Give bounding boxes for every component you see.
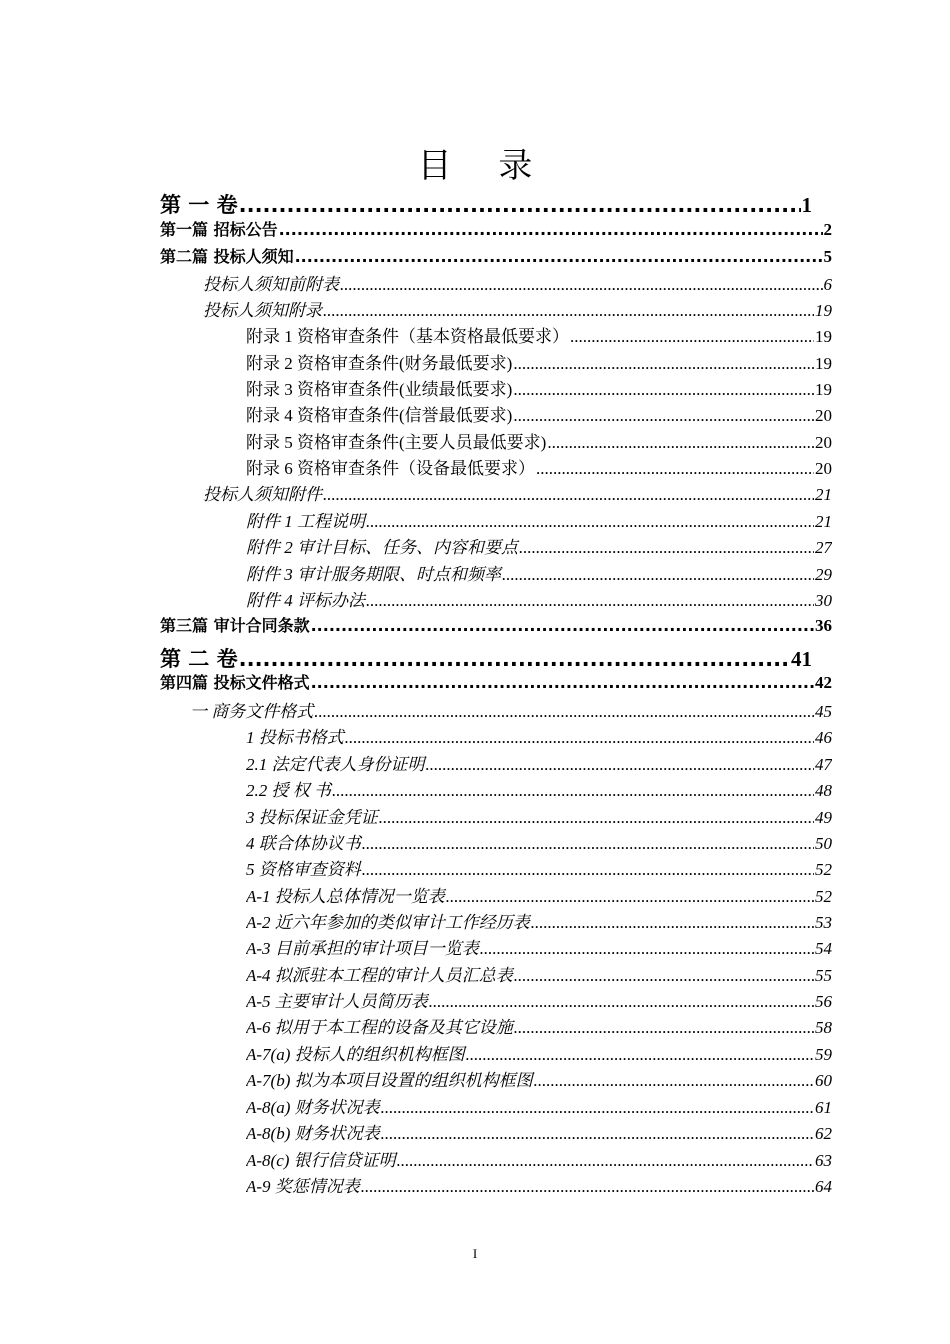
toc-dot-leader [366,512,814,532]
toc-entry-title: 附件 4 评标办法 [246,591,365,610]
toc-entry-title: A-2 近六年参加的类似审计工作经历表 [246,913,530,932]
toc-dot-leader [381,1098,814,1118]
toc-entry-page: 47 [815,755,832,774]
toc-entry-page: 48 [815,781,832,800]
toc-entry-title: 附件 1 工程说明 [246,512,365,531]
toc-entry-title: 投标人须知附件 [203,485,322,504]
toc-entry-title: 3 投标保证金凭证 [246,808,378,827]
toc-entry-page: 50 [815,834,832,853]
toc-dot-leader [361,1177,814,1197]
toc-entry[interactable] [203,480,832,505]
toc-dot-leader [480,939,814,959]
toc-entry-page: 30 [815,591,832,610]
toc-entry-title: A-8(a) 财务状况表 [246,1098,380,1117]
toc-dot-leader [446,887,814,907]
toc-entry-title: 第 一 卷 [160,193,238,217]
page-title: 目 录 [417,146,551,186]
toc-dot-leader [311,616,814,635]
toc-entry-page: 1 [801,193,812,217]
toc-entry-page: 20 [815,459,832,478]
toc-dot-leader [531,913,814,933]
toc-dot-leader [323,485,814,505]
toc-entry[interactable] [246,1066,832,1091]
toc-entry-page: 19 [815,301,832,320]
toc-entry-page: 21 [815,512,832,531]
toc-entry-title: 投标人须知附录 [203,301,322,320]
toc-entry-title: 附录 6 资格审查条件（设备最低要求） [246,459,535,478]
toc-entry-title: A-8(b) 财务状况表 [246,1124,380,1143]
toc-entry-page: 19 [815,327,832,346]
toc-dot-leader [513,380,814,400]
toc-dot-leader [547,433,814,453]
toc-dot-leader [519,538,814,558]
toc-entry[interactable] [246,1040,832,1065]
toc-dot-leader [513,406,814,426]
toc-entry-page: 19 [815,354,832,373]
toc-dot-leader [366,591,814,611]
toc-entry-title: 第二篇 投标人须知 [160,247,294,266]
toc-dot-leader [534,1071,814,1091]
toc-entry-page: 62 [815,1124,832,1143]
toc-entry-title: A-9 奖惩情况表 [246,1177,360,1196]
toc-entry-page: 53 [815,913,832,932]
toc-entry[interactable] [246,1146,832,1171]
toc-entry[interactable] [246,560,832,585]
toc-entry[interactable] [246,750,832,775]
toc-dot-leader [239,647,790,671]
toc-dot-leader [295,247,823,266]
toc-dot-leader [570,327,814,347]
toc-entry-title: 投标人须知前附表 [203,275,339,294]
page-number-footer: I [472,1246,478,1261]
toc-entry[interactable] [246,961,832,986]
toc-entry-page: 52 [815,860,832,879]
toc-entry-title: A-7(a) 投标人的组织机构框图 [246,1045,465,1064]
toc-dot-leader [379,808,814,828]
toc-entry-title: 5 资格审查资料 [246,860,361,879]
toc-entry[interactable] [160,189,812,219]
toc-dot-leader [332,781,814,801]
toc-entry-title: 附件 3 审计服务期限、时点和频率 [246,565,501,584]
toc-entry[interactable] [246,1172,832,1197]
toc-entry[interactable] [246,1093,832,1118]
toc-entry[interactable] [246,803,832,828]
toc-entry-title: 第四篇 投标文件格式 [160,673,310,692]
toc-entry[interactable] [246,829,832,854]
toc-dot-leader [426,755,815,775]
toc-entry[interactable] [246,349,832,374]
toc-entry[interactable] [160,643,812,673]
toc-entry[interactable] [246,855,832,880]
toc-entry-page: 2 [823,220,832,239]
toc-entry-page: 49 [815,808,832,827]
toc-dot-leader [397,1151,814,1171]
toc-entry-page: 27 [815,538,832,557]
toc-dot-leader [239,193,801,217]
toc-entry-page: 41 [791,647,812,671]
toc-entry[interactable] [246,322,832,347]
toc-dot-leader [311,673,814,692]
toc-dot-leader [429,992,814,1012]
toc-dot-leader [362,834,814,854]
toc-entry-title: A-6 拟用于本工程的设备及其它设施 [246,1018,513,1037]
toc-entry[interactable] [246,934,832,959]
toc-entry-page: 19 [815,380,832,399]
toc-entry-title: 2.2 授 权 书 [246,781,331,800]
toc-entry-page: 5 [823,247,832,266]
toc-entry-page: 63 [815,1151,832,1170]
toc-entry[interactable] [246,723,832,748]
toc-entry-title: 4 联合体协议书 [246,834,361,853]
toc-entry-page: 29 [815,565,832,584]
toc-entry[interactable] [203,270,832,295]
toc-entry[interactable] [190,697,832,722]
toc-entry[interactable] [160,244,832,267]
toc-entry[interactable] [160,613,832,636]
toc-entry-page: 64 [815,1177,832,1196]
toc-entry-page: 54 [815,939,832,958]
toc-dot-leader [323,301,814,321]
toc-entry-page: 52 [815,887,832,906]
toc-dot-leader [381,1124,814,1144]
toc-entry-page: 59 [815,1045,832,1064]
toc-entry[interactable] [246,1013,832,1038]
toc-entry-title: 第一篇 招标公告 [160,220,278,239]
toc-entry[interactable] [160,670,832,693]
toc-dot-leader [502,565,814,585]
toc-entry-title: 1 投标书格式 [246,728,344,747]
toc-entry[interactable] [246,428,832,453]
toc-dot-leader [345,728,814,748]
toc-entry-title: 附录 2 资格审查条件(财务最低要求) [246,354,513,373]
toc-entry-title: 附录 5 资格审查条件(主要人员最低要求) [246,433,547,452]
toc-entry[interactable] [246,586,832,611]
toc-entry-title: 附件 2 审计目标、任务、内容和要点 [246,538,518,557]
toc-entry-title: A-7(b) 拟为本项目设置的组织机构框图 [246,1071,533,1090]
toc-entry-page: 45 [815,702,832,721]
toc-dot-leader [514,1018,814,1038]
toc-entry-title: 附录 3 资格审查条件(业绩最低要求) [246,380,513,399]
toc-dot-leader [314,702,814,722]
toc-entry-title: 一 商务文件格式 [190,702,314,721]
toc-entry-page: 20 [815,433,832,452]
toc-entry[interactable] [246,401,832,426]
toc-entry-page: 21 [815,485,832,504]
toc-entry-title: A-5 主要审计人员简历表 [246,992,428,1011]
toc-dot-leader [466,1045,814,1065]
toc-dot-leader [362,860,814,880]
toc-entry[interactable] [246,454,832,479]
toc-entry-page: 6 [823,275,832,294]
toc-entry-title: A-4 拟派驻本工程的审计人员汇总表 [246,966,513,985]
toc-entry[interactable] [246,908,832,933]
toc-entry-title: 附录 4 资格审查条件(信誉最低要求) [246,406,513,425]
toc-entry-page: 46 [815,728,832,747]
toc-dot-leader [340,275,823,295]
toc-dot-leader [536,459,814,479]
toc-entry-title: A-3 目前承担的审计项目一览表 [246,939,479,958]
toc-entry-title: 第 二 卷 [160,647,238,671]
toc-entry-page: 56 [815,992,832,1011]
toc-entry-page: 58 [815,1018,832,1037]
toc-entry-page: 42 [815,673,832,692]
toc-entry[interactable] [246,1119,832,1144]
toc-dot-leader [513,354,814,374]
toc-entry-title: 附录 1 资格审查条件（基本资格最低要求） [246,327,569,346]
toc-entry-page: 55 [815,966,832,985]
toc-entry-page: 20 [815,406,832,425]
toc-entry[interactable] [246,533,832,558]
toc-entry-page: 36 [815,616,832,635]
toc-entry-page: 60 [815,1071,832,1090]
toc-entry[interactable] [160,217,832,240]
toc-entry-title: 2.1 法定代表人身份证明 [246,755,425,774]
toc-entry[interactable] [246,507,832,532]
toc-entry-title: A-8(c) 银行信贷证明 [246,1151,396,1170]
toc-entry-title: A-1 投标人总体情况一览表 [246,887,445,906]
toc-dot-leader [514,966,814,986]
toc-entry[interactable] [246,776,832,801]
toc-entry[interactable] [246,987,832,1012]
toc-entry[interactable] [246,375,832,400]
toc-entry-page: 61 [815,1098,832,1117]
toc-entry[interactable] [203,296,832,321]
toc-entry-title: 第三篇 审计合同条款 [160,616,310,635]
toc-dot-leader [279,220,823,239]
toc-entry[interactable] [246,882,832,907]
